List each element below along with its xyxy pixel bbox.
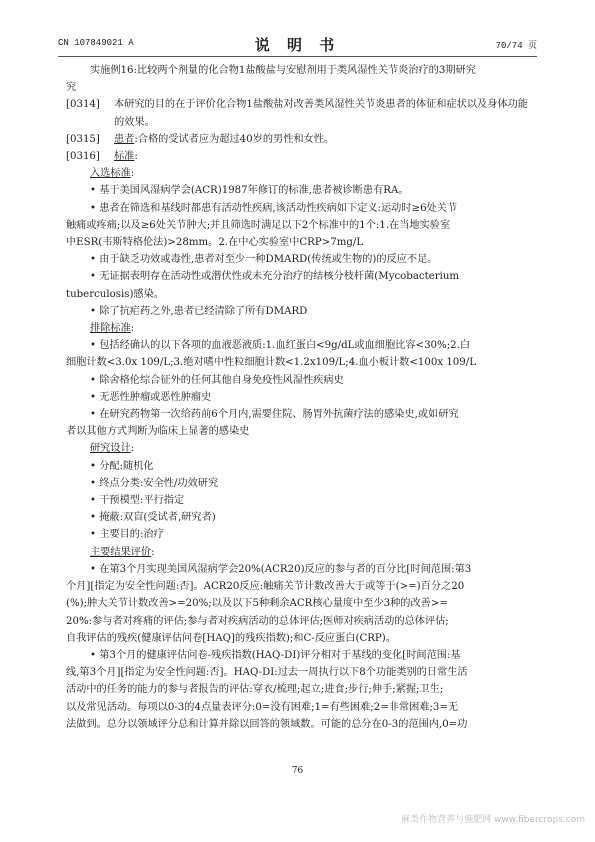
- line-text: 本研究的目的在于评价化合物1盐酸盐对改善类风湿性关节炎患者的体征和症状以及身体功能的效果。: [114, 99, 528, 128]
- line-text: 触痛或疼痛;以及≥6处关节肿大;并且筛选时满足以下2个标准中的1个:1.在当地实验室: [66, 219, 451, 231]
- line-text: • 基于美国风湿病学会(ACR)1987年修订的标准,患者被诊断患有RA。: [90, 185, 409, 197]
- line-text: :: [130, 323, 135, 335]
- line-text: • 主要目的:治疗: [90, 529, 164, 541]
- text-line: [66, 544, 533, 561]
- paragraph-number: [0315]: [66, 133, 100, 145]
- text-line: [66, 372, 533, 389]
- text-line: [66, 320, 533, 337]
- text-line: [66, 234, 533, 251]
- section-heading: 入选标准: [90, 168, 131, 180]
- section-heading: 患者: [114, 133, 135, 145]
- text-line: [66, 647, 533, 664]
- text-line: [66, 389, 533, 406]
- text-line: [66, 630, 533, 647]
- page-number: 76: [291, 766, 304, 776]
- text-line: [66, 79, 533, 96]
- line-text: 线,第3个月][指定为安全性问题:否]。HAQ-DI:过去一周执行以下8个功能类别的日常生活: [66, 667, 468, 679]
- section-heading: 主要结果评价: [90, 546, 152, 558]
- line-text: • 第3个月的健康评估问卷-残疾指数(HAQ-DI)评分相对于基线的变化[时间范围:基: [90, 649, 461, 661]
- line-text: 20%:参与者对疼痛的评估;参与者对疾病活动的总体评估;医师对疾病活动的总体评估;: [66, 615, 449, 627]
- text-line: [66, 406, 533, 423]
- line-text: 自我评估的残疾(健康评估问卷[HAQ]的残疾指数);和C-反应蛋白(CRP)。: [66, 632, 396, 644]
- text-line: [66, 440, 533, 457]
- text-line: [66, 96, 533, 130]
- line-text: • 患者在筛选和基线时都患有活动性疾病,该活动性疾病如下定义:运动时≥6处关节: [90, 202, 458, 214]
- text-line: [66, 165, 533, 182]
- line-text: 实施例16:比较两个剂量的化合物1盐酸盐与安慰剂用于类风湿性关节炎治疗的3期研究: [90, 65, 476, 76]
- section-heading: 标准: [114, 151, 135, 163]
- line-text: • 除舍格伦综合征外的任何其他自身免疫性风湿性疾病史: [90, 374, 344, 386]
- line-text: 者以其他方式判断为临床上显著的感染史: [66, 426, 250, 438]
- text-line: [66, 303, 533, 320]
- text-line: [66, 182, 533, 199]
- text-line: [66, 699, 533, 716]
- document-body: [66, 62, 533, 733]
- text-line: [66, 458, 533, 475]
- patent-number: CN 107849021 A: [58, 38, 134, 48]
- section-heading: 研究设计: [90, 443, 131, 455]
- line-text: • 无证据表明存在活动性或潜伏性或未充分治疗的结核分枝杆菌(Mycobacterium: [90, 271, 460, 283]
- text-line: [66, 268, 533, 285]
- line-text: 活动中的任务的能力的参与者报告的评估:穿衣/梳理;起立;进食;步行;伸手;紧握;卫生;: [66, 684, 444, 696]
- watermark: 麻类作物营养与施肥网 www.fibercrops.com: [401, 815, 585, 825]
- text-line: [66, 337, 533, 354]
- page-count: 70/74 页: [495, 41, 537, 51]
- text-line: [66, 251, 533, 268]
- line-text: • 掩蔽:双盲(受试者,研究者): [90, 512, 216, 524]
- text-line: [66, 354, 533, 371]
- line-text: :: [134, 151, 138, 163]
- text-line: [66, 131, 533, 148]
- line-text: 以及常见活动。每项以0-3的4点量表评分:0=没有困难;1=有些困难;2=非常困难;3=无: [66, 701, 459, 713]
- text-line: [66, 148, 533, 165]
- document-title: 说 明 书: [254, 36, 341, 54]
- line-text: :合格的受试者应为超过40岁的男性和女性。: [134, 133, 335, 145]
- text-line: [66, 509, 533, 526]
- text-line: [66, 716, 533, 733]
- paragraph-number: [0314]: [66, 99, 100, 111]
- text-line: [66, 423, 533, 440]
- text-line: [66, 561, 533, 578]
- text-line: [66, 681, 533, 698]
- line-text: 究: [66, 82, 77, 94]
- paragraph-number: [0316]: [66, 151, 100, 163]
- line-text: 中ESR(韦斯特格伦法)>28mm。2.在中心实验室中CRP>7mg/L: [66, 237, 364, 249]
- line-text: :: [130, 443, 135, 455]
- section-heading: 排除标准: [90, 323, 131, 335]
- line-text: 细胞计数<3.0x 109/L;3.绝对嗜中性粒细胞计数<1.2x109/L;4.血小板计数<100x 109/L: [66, 357, 476, 369]
- line-text: tuberculosis)感染。: [66, 288, 164, 300]
- text-line: [66, 217, 533, 234]
- page-header: [58, 36, 537, 52]
- header-rule: [58, 56, 537, 57]
- text-line: [66, 286, 533, 303]
- text-line: [66, 62, 533, 79]
- line-text: • 在研究药物第一次给药前6个月内,需要住院、肠胃外抗菌疗法的感染史,或如研究: [90, 409, 459, 421]
- text-line: [66, 200, 533, 217]
- line-text: • 干预模型:平行指定: [90, 495, 185, 507]
- line-text: • 包括经确认的以下各项的血液恶液质:1.血红蛋白<9g/dL或血细胞比容<30%;2.白: [90, 340, 471, 352]
- line-text: 法做到。总分以领域评分总和计算并除以回答的领域数。可能的总分在0-3的范围内,0=功: [66, 718, 468, 730]
- line-text: 个月][指定为安全性问题:否]。ACR20反应:触痛关节计数改善大于或等于(>=)百分之20: [66, 581, 465, 593]
- text-line: [66, 492, 533, 509]
- line-text: • 无恶性肿瘤或恶性肿瘤史: [90, 391, 212, 403]
- line-text: :: [130, 168, 135, 180]
- line-text: • 由于缺乏功效或毒性,患者对至少一种DMARD(传统或生物的)的反应不足。: [90, 254, 438, 266]
- text-line: [66, 526, 533, 543]
- text-line: [66, 613, 533, 630]
- line-text: • 终点分类:安全性/功效研究: [90, 477, 219, 489]
- line-text: (%);肿大关节计数改善>=20%;以及以下5种剩余ACR核心量度中至少3种的改善>=: [66, 598, 448, 610]
- text-line: [66, 595, 533, 612]
- text-line: [66, 578, 533, 595]
- line-text: • 分配:随机化: [90, 460, 154, 472]
- text-line: [66, 664, 533, 681]
- line-text: • 除了抗疟药之外,患者已经清除了所有DMARD: [90, 305, 308, 317]
- line-text: :: [151, 546, 155, 558]
- line-text: • 在第3个月实现美国风湿病学会20%(ACR20)反应的参与者的百分比[时间范围:第3: [90, 563, 472, 575]
- text-line: [66, 475, 533, 492]
